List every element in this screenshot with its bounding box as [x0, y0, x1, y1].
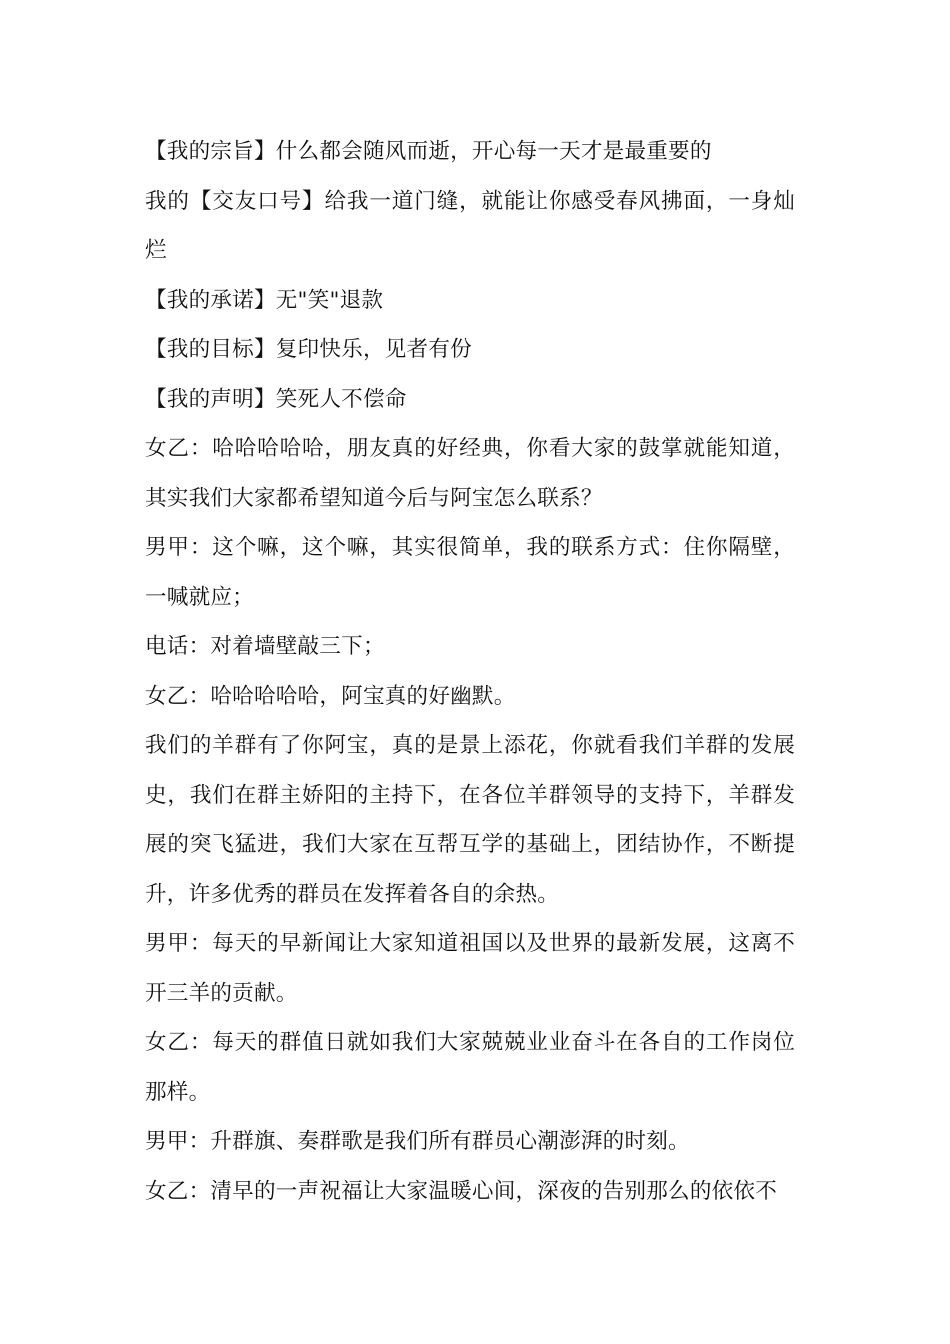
paragraph-motto: 【我的宗旨】什么都会随风而逝，开心每一天才是最重要的	[145, 139, 712, 164]
paragraph-dialogue: 女乙：清早的一声祝福让大家温暖心间，深夜的告别那么的依依不	[145, 1178, 778, 1204]
paragraph-dialogue: 女乙：哈哈哈哈哈，朋友真的好经典，你看大家的鼓掌就能知道，其实我们大家都希望知道今后与阿宝怎么联系？	[145, 436, 795, 511]
paragraph-dialogue: 女乙：哈哈哈哈哈，阿宝真的好幽默。	[145, 683, 516, 709]
paragraph-promise: 【我的承诺】无"笑"退款	[145, 287, 384, 313]
paragraph-dialogue: 男甲：升群旗、奏群歌是我们所有群员心潮澎湃的时刻。	[145, 1129, 690, 1154]
paragraph-statement: 【我的声明】笑死人不偿命	[145, 386, 407, 412]
paragraph-dialogue: 男甲：每天的早新闻让大家知道祖国以及世界的最新发展，这离不开三羊的贡献。	[145, 931, 795, 1006]
paragraph-dialogue: 男甲：这个嘛，这个嘛，其实很简单，我的联系方式：住你隔壁，一喊就应；	[145, 535, 795, 610]
paragraph-dialogue: 我们的羊群有了你阿宝，真的是景上添花，你就看我们羊群的发展史，我们在群主娇阳的主持下，在各位羊群领导的支持下，羊群发展的突飞猛进，我们大家在互帮互学的基础上，团结协作，不断提升，许多优秀的群员在发挥着各自的余热。	[145, 733, 795, 907]
paragraph-dialogue: 女乙：每天的群值日就如我们大家兢兢业业奋斗在各自的工作岗位那样。	[145, 1030, 795, 1105]
paragraph-slogan: 我的【交友口号】给我一道门缝，就能让你感受春风拂面，一身灿烂	[145, 188, 795, 263]
paragraph-goal: 【我的目标】复印快乐，见者有份	[145, 337, 472, 362]
paragraph-dialogue: 电话：对着墙壁敲三下；	[145, 634, 385, 659]
document-body	[145, 127, 795, 1216]
